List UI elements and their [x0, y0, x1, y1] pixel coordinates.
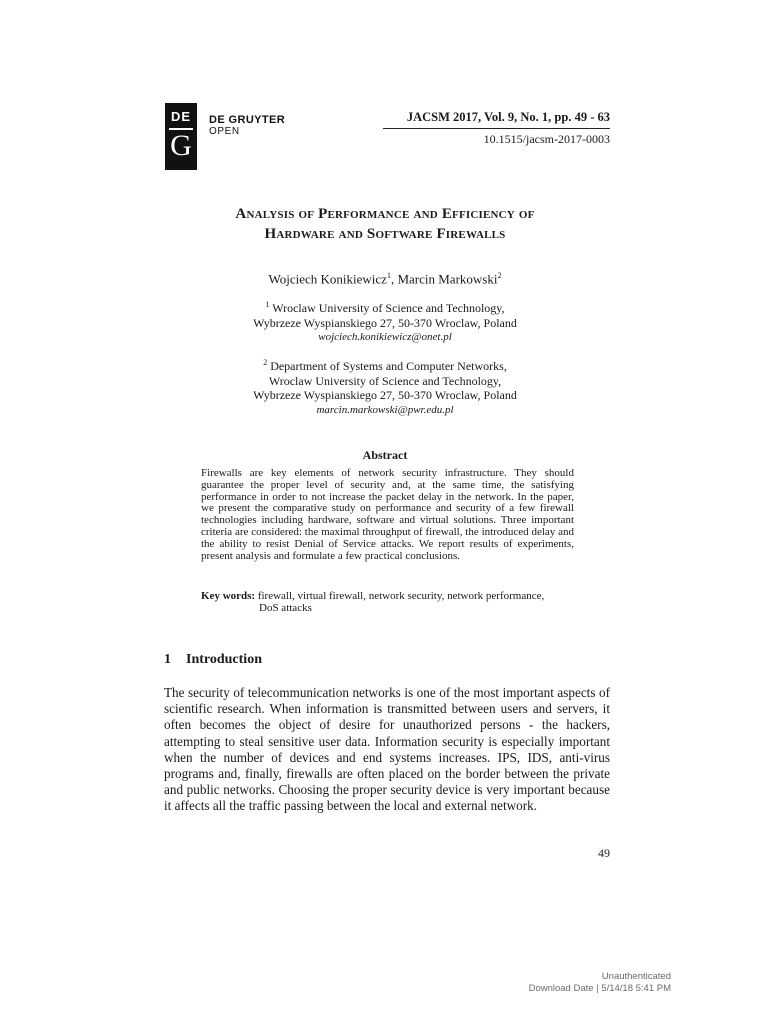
publisher-sub: OPEN [209, 126, 240, 137]
doi: 10.1515/jacsm-2017-0003 [483, 132, 610, 146]
affiliation-1 [150, 298, 620, 345]
affiliation-2 [150, 356, 620, 417]
download-footer [529, 971, 671, 995]
affiliation-1-line-2: Wybrzeze Wyspianskiego 27, 50-370 Wroclaw, Poland [253, 315, 517, 330]
author-2: Marcin Markowski [397, 271, 498, 287]
affiliation-2-line-3: Wybrzeze Wyspianskiego 27, 50-370 Wroclaw, Poland [253, 388, 517, 402]
paper-title [150, 204, 620, 244]
author-1-sup: 1 [386, 271, 391, 280]
section-heading [164, 652, 262, 668]
publisher-name: DE GRUYTER [209, 114, 286, 126]
affiliation-1-email: wojciech.konikiewicz@onet.pl [318, 331, 452, 343]
footer-line-2: Download Date | 5/14/18 5:41 PM [528, 983, 671, 994]
publisher-name-block [209, 114, 285, 138]
keywords-line-2: DoS attacks [259, 602, 312, 614]
section-number: 1 [164, 652, 171, 667]
abstract-body: Firewalls are key elements of network security infrastructure. They should guarantee the proper level of security and, at the same time, the satisfying performance in order to not increase the packet delay in the network. In the paper, we present the comparative study on performance and security of a few firewall technologies including hardware, software and virtual solutions. Three important criteria are considered: the maximal throughput of firewall, the introduced delay and the ability to resist Denial of Service attacks. We report results of experiments, present analysis and formulate a few practical conclusions. [201, 467, 574, 562]
title-line-2: Hardware and Software Firewalls [264, 226, 506, 242]
publisher-logo [165, 103, 197, 170]
title-line-1: Analysis of Performance and Efficiency of [235, 206, 535, 222]
page-number: 49 [598, 846, 610, 860]
affiliation-2-line-2: Wroclaw University of Science and Technology, [268, 373, 502, 388]
journal-citation: JACSM 2017, Vol. 9, No. 1, pp. 49 - 63 [406, 110, 610, 124]
affiliation-2-sup: 2 [263, 358, 268, 367]
author-1: Wojciech Konikiewicz [268, 271, 387, 287]
keywords [201, 590, 574, 614]
affiliation-1-sup: 1 [265, 300, 270, 309]
authors [150, 268, 620, 287]
footer-line-1: Unauthenticated [601, 971, 671, 982]
affiliation-2-email: marcin.markowski@pwr.edu.pl [316, 403, 454, 416]
affiliation-2-line-1: Department of Systems and Computer Networks, [270, 359, 507, 373]
logo-text-bottom: G [170, 129, 192, 162]
section-title: Introduction [186, 652, 262, 667]
logo-text-top: DE [170, 109, 192, 124]
header-rule [383, 128, 610, 129]
author-separator: , [390, 271, 398, 287]
keywords-label: Key words: [201, 590, 256, 602]
author-2-sup: 2 [497, 271, 502, 280]
intro-paragraph: The security of telecommunication networks is one of the most important aspects of scientific research. When information is transmitted between users and servers, it often becomes the object of desire for unauthorized persons - the hackers, attempting to steal sensitive user data. Information security is especially important when the number of devices and end systems increases. IPS, IDS, anti-virus programs and, finally, firewalls are often placed on the border between the private and public networks. Choosing the proper security device is very important because it affects all the traffic passing between the local and external network. [164, 685, 610, 814]
abstract-heading: Abstract [362, 448, 408, 462]
keywords-line-1: firewall, virtual firewall, network security, network performance, [257, 590, 545, 602]
affiliation-1-line-1: Wroclaw University of Science and Technology, [272, 301, 505, 315]
